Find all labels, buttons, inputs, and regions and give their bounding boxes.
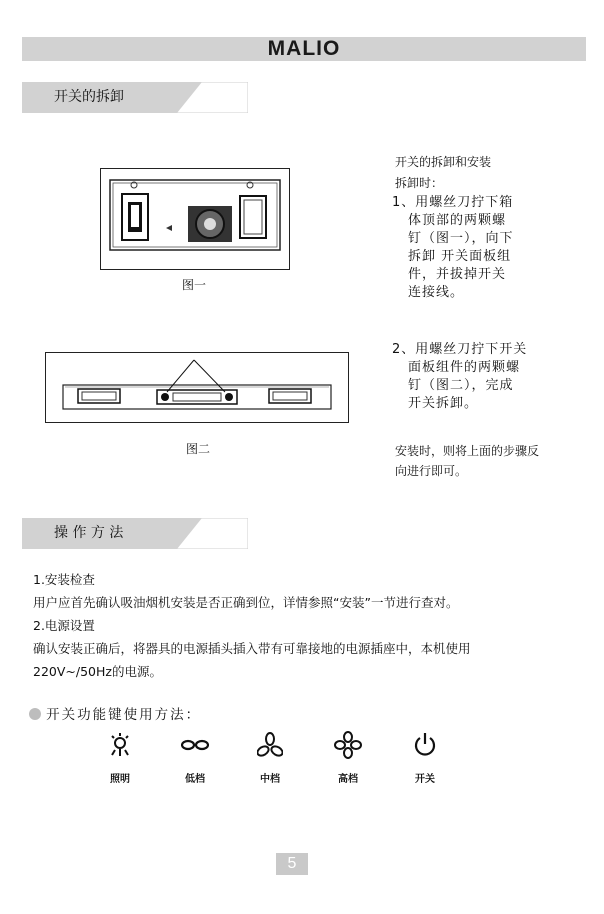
light-icon (107, 732, 133, 758)
figure-2-switch-panel (45, 352, 350, 424)
install-note: 安装时，则将上面的步骤反 向进行即可。 (395, 444, 540, 478)
page-number: 5 (276, 853, 308, 875)
mid-speed-label: 中档 (260, 774, 280, 785)
section-heading-switch-removal (22, 82, 248, 113)
section-heading-operation (22, 518, 248, 549)
power-label: 开关 (415, 774, 435, 785)
power-setting-text: 确认安装正确后，将器具的电源插头插入带有可靠接地的电源插座中，本机使用 (33, 641, 471, 656)
switch-usage-heading: 开关功能键使用方法： (29, 703, 201, 723)
install-check-title: 1.安装检查 (33, 572, 95, 587)
instructions-subtitle: 拆卸时： (395, 176, 444, 190)
power-setting-title: 2.电源设置 (33, 618, 95, 633)
power-setting-text-2: 220V~/50Hz的电源。 (33, 664, 162, 679)
step-1-text: 1、用螺丝刀拧下箱 体顶部的两颗螺 钉（图一），向下 拆卸 开关面板组 件，并拔掉开关 连接线。 (392, 195, 514, 300)
section-title: 开关的拆卸 (54, 89, 124, 105)
bullet-icon (29, 708, 41, 720)
mid-speed-icon (257, 732, 283, 758)
low-speed-label: 低档 (185, 774, 205, 785)
step-2-text: 2、用螺丝刀拧下开关 面板组件的两颗螺 钉（图二），完成 开关拆卸。 (392, 342, 528, 411)
figure-2-caption: 图二 (186, 442, 211, 456)
light-label: 照明 (110, 774, 130, 785)
instructions-title: 开关的拆卸和安装 (395, 155, 492, 169)
figure-1-caption: 图一 (182, 278, 207, 292)
high-speed-label: 高档 (338, 774, 358, 785)
brand-header-bar (22, 37, 586, 61)
section-title: 操 作 方 法 (54, 525, 124, 541)
install-check-text: 用户应首先确认吸油烟机安装是否正确到位，详情参照“安装”一节进行查对。 (33, 595, 459, 610)
power-icon (412, 731, 438, 759)
low-speed-icon (181, 735, 209, 755)
high-speed-icon (334, 731, 362, 759)
figure-1-switch-box (100, 168, 292, 271)
brand-logo: MALIO (267, 37, 341, 60)
